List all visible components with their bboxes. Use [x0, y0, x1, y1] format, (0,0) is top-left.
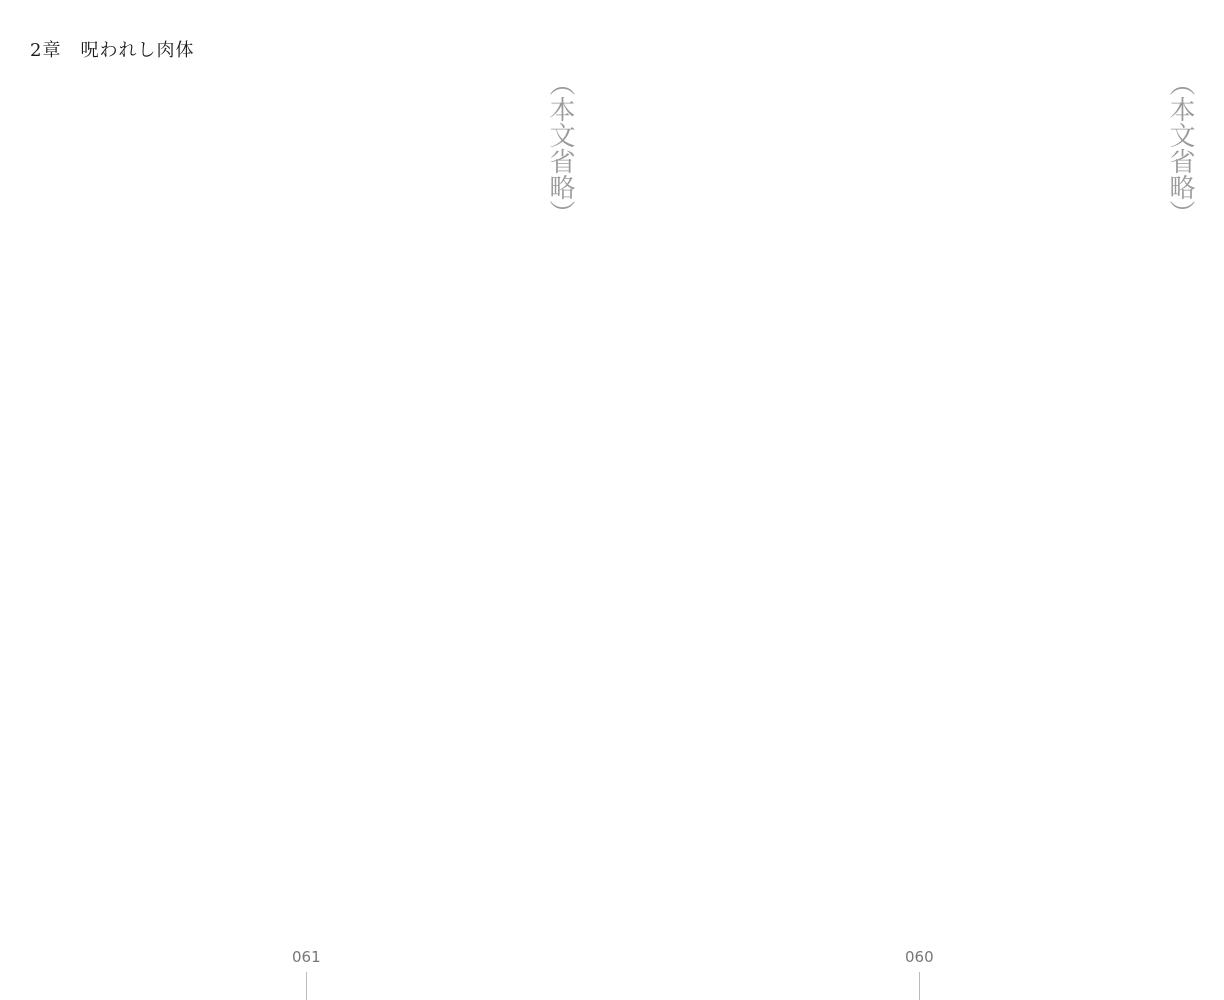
page-left-body: （本文省略） — [545, 70, 575, 226]
page-number-left: 061 — [292, 948, 321, 966]
folio-rule-right — [919, 972, 920, 1000]
folio-rule-left — [306, 972, 307, 1000]
page-right-body: （本文省略） — [1165, 70, 1195, 226]
page-number-right: 060 — [905, 948, 934, 966]
chapter-running-head: 2章 呪われし肉体 — [30, 40, 195, 61]
